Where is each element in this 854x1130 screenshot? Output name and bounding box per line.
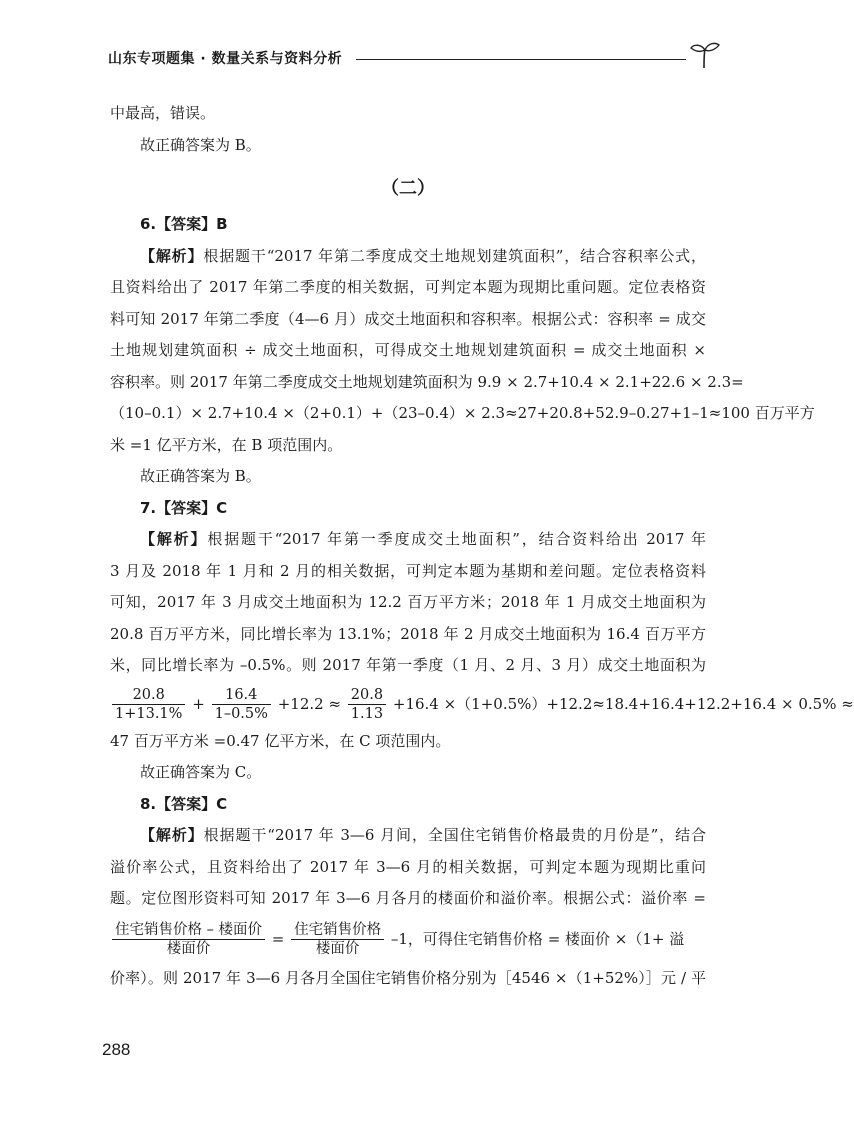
q8-eq: = bbox=[271, 929, 285, 948]
q7-conclusion: 故正确答案为 C。 bbox=[140, 763, 262, 781]
q6-analysis-line bbox=[110, 241, 706, 273]
q7-plus: + bbox=[192, 694, 205, 713]
q6-conclusion: 故正确答案为 B。 bbox=[140, 467, 261, 485]
q7-f1-num: 20.8 bbox=[112, 686, 185, 705]
q7-f3-den: 1.13 bbox=[350, 706, 384, 722]
intro-conclusion: 故正确答案为 B。 bbox=[140, 135, 261, 154]
page-number: 288 bbox=[102, 1040, 131, 1059]
q7-f2-num: 16.4 bbox=[212, 686, 271, 705]
q7-analysis-line bbox=[110, 524, 706, 556]
q8-f2-den: 楼面价 bbox=[315, 941, 360, 957]
q8-tail: –1，可得住宅销售价格 = 楼面价 ×（1+ 溢 bbox=[390, 929, 685, 948]
q7-fraction-1 bbox=[112, 686, 185, 723]
q7-formula bbox=[110, 682, 854, 726]
q7-line: 米，同比增长率为 –0.5%。则 2017 年第一季度（1 月、2 月、3 月）成交土地面积为 bbox=[110, 656, 706, 674]
q8-f2-num: 住宅销售价格 bbox=[291, 921, 384, 940]
q7-f3-num: 20.8 bbox=[348, 686, 386, 705]
q8-fraction-2 bbox=[291, 921, 384, 958]
q7-fraction-2 bbox=[212, 686, 271, 723]
q7-line: 可知，2017 年 3 月成交土地面积为 12.2 百万平方米；2018 年 1 月成交土地面积为 bbox=[110, 593, 706, 611]
q6-line: 土地规划建筑面积 ÷ 成交土地面积，可得成交土地规划建筑面积 = 成交土地面积 × bbox=[110, 341, 706, 359]
q7-mid: +12.2 ≈ bbox=[277, 694, 342, 713]
q8-answer: 8.【答案】C bbox=[140, 794, 228, 813]
q8-analysis-label: 【解析】 bbox=[140, 826, 204, 844]
q6-line: 米 =1 亿平方米，在 B 项范围内。 bbox=[110, 435, 343, 454]
q8-fraction-1 bbox=[112, 921, 265, 958]
sprout-icon bbox=[688, 40, 722, 70]
q6-line: （10–0.1）× 2.7+10.4 ×（2+0.1）+（23–0.4）× 2.3≈27+20.8+52.9–0.27+1–1≈100 百万平方 bbox=[110, 404, 815, 422]
intro-line: 中最高，错误。 bbox=[110, 104, 216, 122]
q8-f1-den: 楼面价 bbox=[166, 941, 211, 957]
q7-line-after: 47 百万平方米 =0.47 亿平方米，在 C 项范围内。 bbox=[110, 731, 451, 750]
q7-text: 根据题干“2017 年第一季度成交土地面积”，结合资料给出 2017 年 bbox=[207, 530, 706, 548]
q7-f2-den: 1–0.5% bbox=[214, 706, 268, 722]
q7-answer: 7.【答案】C bbox=[140, 498, 228, 517]
header-title: 山东专项题集 · 数量关系与资料分析 bbox=[108, 51, 343, 67]
q7-f1-den: 1+13.1% bbox=[115, 706, 183, 722]
q7-tail: +16.4 ×（1+0.5%）+12.2≈18.4+16.4+12.2+16.4 × 0.5% ≈ bbox=[392, 694, 854, 713]
q7-line: 3 月及 2018 年 1 月和 2 月的相关数据，可判定本题为基期和差问题。定位表格资料 bbox=[110, 561, 706, 580]
q8-line-last: 价率）。则 2017 年 3—6 月各月全国住宅销售价格分别为［4546 ×（1+52%）］元 / 平 bbox=[110, 968, 706, 987]
q6-line: 且资料给出了 2017 年第二季度的相关数据，可判定本题为现期比重问题。定位表格资 bbox=[110, 278, 706, 296]
q8-formula bbox=[110, 915, 706, 963]
q8-analysis-line bbox=[110, 820, 706, 852]
running-header bbox=[108, 38, 718, 74]
q8-line: 溢价率公式，且资料给出了 2017 年 3—6 月的相关数据，可判定本题为现期比重问 bbox=[110, 857, 706, 876]
q6-answer: 6.【答案】B bbox=[140, 215, 228, 233]
q7-fraction-3 bbox=[348, 686, 386, 723]
q8-text: 根据题干“2017 年 3—6 月间，全国住宅销售价格最贵的月份是”，结合 bbox=[203, 826, 706, 844]
q6-analysis-label: 【解析】 bbox=[140, 246, 204, 265]
q6-line: 料可知 2017 年第二季度（4—6 月）成交土地面积和容积率。根据公式：容积率 = 成交 bbox=[110, 309, 706, 328]
q7-line: 20.8 百万平方米，同比增长率为 13.1%；2018 年 2 月成交土地面积为 16.4 百万平方 bbox=[110, 624, 706, 643]
page-content bbox=[110, 98, 854, 994]
section-title: （二） bbox=[381, 178, 435, 199]
header-rule bbox=[356, 59, 686, 60]
q7-analysis-label: 【解析】 bbox=[140, 530, 208, 548]
q6-text: 根据题干“2017 年第二季度成交土地规划建筑面积”，结合容积率公式， bbox=[203, 246, 706, 265]
q6-line: 容积率。则 2017 年第二季度成交土地规划建筑面积为 9.9 × 2.7+10.4 × 2.1+22.6 × 2.3= bbox=[110, 372, 744, 391]
q8-line: 题。定位图形资料可知 2017 年 3—6 月各月的楼面价和溢价率。根据公式：溢价率 = bbox=[110, 889, 706, 907]
q8-f1-num: 住宅销售价格 – 楼面价 bbox=[112, 921, 265, 940]
